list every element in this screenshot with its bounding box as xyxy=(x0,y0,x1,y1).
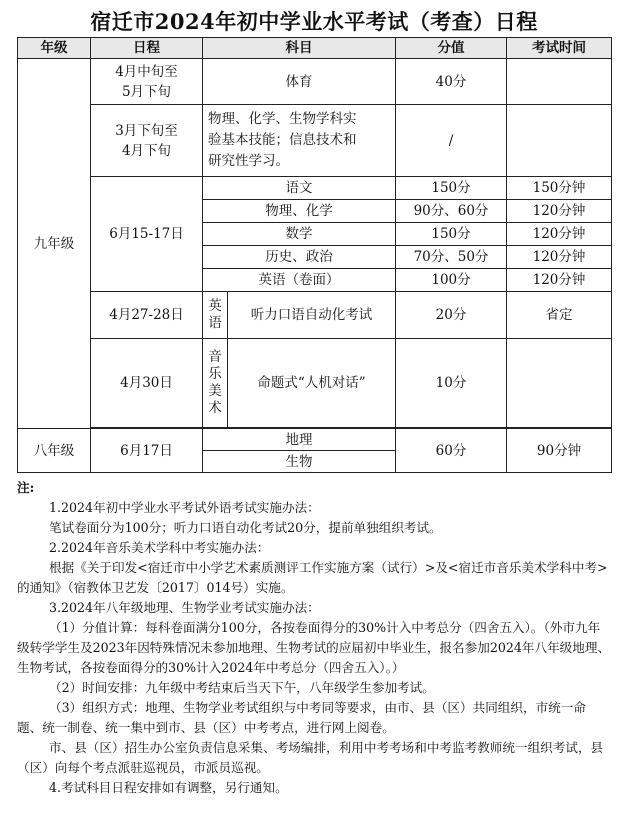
note-line: 1.2024年初中学业水平考试外语考试实施办法： xyxy=(49,500,320,515)
note-line: 4.考试科目日程安排如有调整，另行通知。 xyxy=(49,780,288,795)
listen-category-char: 英 xyxy=(208,298,222,314)
art-date: 4月30日 xyxy=(91,339,203,428)
note-line: 2.2024年音乐美术学科中考实施办法： xyxy=(49,540,270,555)
g8-time: 90分钟 xyxy=(507,429,612,473)
header-subject: 科目 xyxy=(203,38,396,59)
written-score: 150分 xyxy=(396,223,507,246)
art-category-char: 音 xyxy=(208,349,222,365)
pe-subject: 体育 xyxy=(203,59,396,105)
table-row xyxy=(18,429,612,451)
art-category-char: 术 xyxy=(208,400,222,416)
written-subject: 数学 xyxy=(203,223,396,246)
table-row xyxy=(18,105,612,177)
header-score: 分值 xyxy=(396,38,507,59)
lab-subject-line-3: 研究性学习。 xyxy=(208,153,289,169)
note-line: 市、县（区）招生办公室负责信息采集、考场编排，利用中考考场和中考监考教师统一组织考试，县（区）向每个考点派驻巡视员，市派员巡视。 xyxy=(17,740,604,775)
lab-date-line-2: 4月下旬 xyxy=(121,142,172,159)
pe-date-line-1: 4月中旬至 xyxy=(115,63,178,80)
header-grade: 年级 xyxy=(18,38,91,59)
listen-category xyxy=(203,292,228,339)
art-time xyxy=(507,339,612,428)
listen-time: 省定 xyxy=(507,292,612,339)
art-category xyxy=(203,339,228,428)
written-time: 150分钟 xyxy=(507,177,612,200)
grade-9-cell: 九年级 xyxy=(18,59,91,429)
art-subject: 命题式“人机对话” xyxy=(228,339,396,428)
written-time: 120分钟 xyxy=(507,223,612,246)
note-line: 笔试卷面分为100分；听力口语自动化考试20分，提前单独组织考试。 xyxy=(49,520,442,535)
notes-heading: 注: xyxy=(17,480,35,495)
lab-subject xyxy=(203,105,396,177)
pe-time xyxy=(507,59,612,105)
art-category-char: 乐 xyxy=(208,366,222,382)
written-subject: 英语（卷面） xyxy=(203,269,396,292)
written-subject: 物理、化学 xyxy=(203,200,396,223)
table-row xyxy=(18,59,612,105)
grade-8-cell: 八年级 xyxy=(18,429,91,473)
note-line: （1）分值计算：每科卷面满分100分，各按卷面得分的30%计入中考总分（四舍五入）。（外市九年级转学学生及2023年因特殊情况未参加地理、生物考试的应届初中毕业生，报名参加2024年八年级地理、生物考试，各按卷面得分的30%计入2024年中考总分（四舍五入）。） xyxy=(17,620,611,675)
listen-subject: 听力口语自动化考试 xyxy=(228,292,396,339)
lab-date-line-1: 3月下旬至 xyxy=(115,122,178,139)
pe-score: 40分 xyxy=(396,59,507,105)
written-time: 120分钟 xyxy=(507,200,612,223)
table-header-row xyxy=(18,38,612,59)
table-row xyxy=(18,292,612,339)
written-time: 120分钟 xyxy=(507,269,612,292)
table-row xyxy=(18,339,612,428)
art-category-char: 美 xyxy=(208,383,222,399)
note-line: （3）组织方式：地理、生物学业考试组织与中考同等要求，由市、县（区）共同组织，市统一命题、统一制卷、统一集中到市、县（区）中考考点，进行网上阅卷。 xyxy=(17,700,586,735)
listen-category-char: 语 xyxy=(208,315,222,331)
g8-subject: 地理 xyxy=(203,429,396,451)
written-date: 6月15-17日 xyxy=(91,177,203,292)
written-score: 100分 xyxy=(396,269,507,292)
g8-subject: 生物 xyxy=(203,451,396,473)
page-title: 宿迁市2024年初中学业水平考试（考查）日程 xyxy=(90,9,538,34)
g8-score: 60分 xyxy=(396,429,507,473)
pe-date-line-2: 5月下旬 xyxy=(121,83,172,100)
listen-date: 4月27-28日 xyxy=(91,292,203,339)
notes-section xyxy=(17,478,611,798)
lab-score: / xyxy=(396,105,507,177)
written-subject: 历史、政治 xyxy=(203,246,396,269)
art-score: 10分 xyxy=(396,339,507,428)
note-line: （2）时间安排：九年级中考结束后当天下午，八年级学生参加考试。 xyxy=(49,680,435,695)
header-time: 考试时间 xyxy=(507,38,612,59)
written-score: 70分、50分 xyxy=(396,246,507,269)
g8-date: 6月17日 xyxy=(91,429,203,473)
table-row xyxy=(18,177,612,200)
listen-score: 20分 xyxy=(396,292,507,339)
lab-date xyxy=(91,105,203,177)
pe-date xyxy=(91,59,203,105)
note-line: 根据《关于印发<宿迁市中小学艺术素质测评工作实施方案（试行）>及<宿迁市音乐美术学科中考>的通知》（宿教体卫艺发〔2017〕014号）实施。 xyxy=(17,560,608,595)
lab-subject-line-1: 物理、化学、生物学科实 xyxy=(208,111,357,127)
written-score: 90分、60分 xyxy=(396,200,507,223)
lab-subject-line-2: 验基本技能；信息技术和 xyxy=(208,132,357,148)
written-time: 120分钟 xyxy=(507,246,612,269)
lab-time xyxy=(507,105,612,177)
written-subject: 语文 xyxy=(203,177,396,200)
schedule-table xyxy=(17,37,612,473)
header-date: 日程 xyxy=(91,38,203,59)
written-score: 150分 xyxy=(396,177,507,200)
note-line: 3.2024年八年级地理、生物学业考试实施办法： xyxy=(49,600,320,615)
